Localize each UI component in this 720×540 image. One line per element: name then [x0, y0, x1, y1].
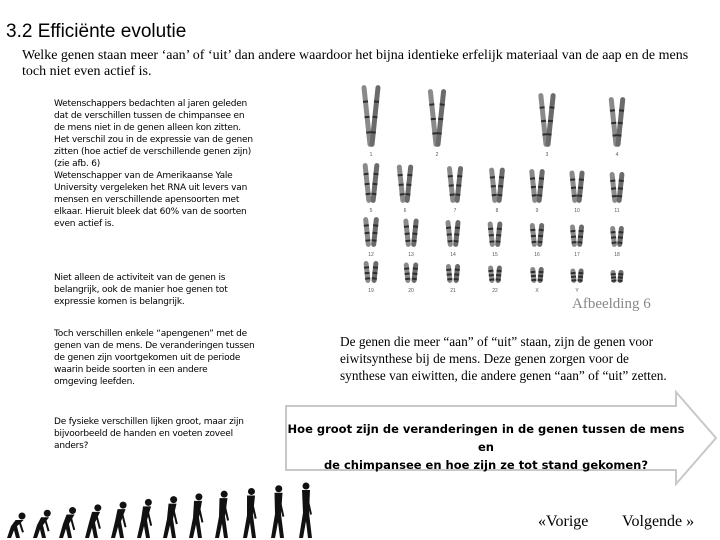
chromosome-number: 4: [615, 152, 619, 158]
chromosome-number: 3: [545, 152, 549, 158]
chromosome-pair: [489, 167, 505, 203]
figure-caption: Afbeelding 6: [572, 296, 651, 312]
chromosome-number: 9: [535, 208, 539, 214]
chromosome-number: 22: [492, 288, 498, 294]
chromosome-number: 18: [614, 252, 620, 258]
chromosome-pair: [363, 217, 379, 247]
figure-description-line: De genen die meer “aan” of “uit” staan, zijn de genen voor: [340, 334, 654, 349]
chromosome-pair: [361, 85, 380, 147]
question-text: [286, 420, 686, 474]
paragraph-line: de genen zijn voortgekomen uit de periode: [54, 353, 241, 363]
paragraph-expression: [54, 272, 282, 308]
hominid-silhouette: [33, 510, 51, 538]
chromosome-number: 10: [574, 208, 580, 214]
chromosome-number: 13: [408, 252, 414, 258]
evolution-silhouettes-image: [0, 478, 330, 540]
hominid-silhouette: [299, 483, 312, 539]
hominid-silhouette: [215, 491, 228, 538]
paragraph-line: zitten (hoe actief de verschillende genen zijn): [54, 147, 252, 157]
chromosome-pair: [488, 265, 502, 283]
paragraph-line: Wetenschapper van de Amerikaanse Yale: [54, 171, 233, 181]
hominid-silhouette: [111, 502, 127, 538]
hominid-silhouette: [59, 507, 76, 538]
paragraph-line: belangrijk, ook de manier hoe genen tot: [54, 285, 228, 295]
paragraph-line: Niet alleen de activiteit van de genen is: [54, 273, 226, 283]
chromosome-number: 14: [450, 252, 456, 258]
chromosome-number: 16: [534, 252, 540, 258]
chromosome-number: 20: [408, 288, 414, 294]
chromosome-pair: [610, 270, 623, 283]
chromosome-number: 7: [453, 208, 457, 214]
chromosome-pair: [428, 89, 447, 147]
paragraph-line: expressie komen is belangrijk.: [54, 297, 185, 307]
chromosome-pair: [609, 97, 626, 147]
hominid-silhouette: [243, 488, 256, 538]
chromosome-pair: [363, 261, 378, 283]
chromosome-pair: [570, 268, 584, 283]
paragraph-line: University vergeleken het RNA uit levers van: [54, 183, 248, 193]
question-line: Hoe groot zijn de veranderingen in de genen tussen de mens en: [287, 422, 685, 454]
figure-description-line: eiwitsynthese bij de mens. Deze genen zorgen voor de: [340, 351, 629, 366]
hominid-silhouette: [189, 493, 202, 538]
chromosome-pair: [487, 221, 502, 247]
hominid-silhouette: [271, 485, 284, 538]
chromosome-pair: [610, 226, 624, 247]
chromosome-number: 11: [614, 208, 620, 214]
paragraph-line: elkaar. Hieruit bleek dat 60% van de soorten: [54, 207, 247, 217]
paragraph-line: bijvoorbeeld de handen en voeten zoveel: [54, 429, 233, 439]
paragraph-line: genen van de mens. De veranderingen tussen: [54, 341, 255, 351]
paragraph-line: dat de verschillen tussen de chimpansee en: [54, 111, 245, 121]
figure-description: [340, 333, 700, 384]
paragraph-line: (zie afb. 6): [54, 159, 101, 169]
chromosome-pair: [609, 172, 624, 203]
hominid-silhouette: [7, 513, 26, 539]
chromosome-pair: [447, 166, 464, 203]
paragraph-line: de mens niet in de genen alleen kon zitten.: [54, 123, 241, 133]
chromosome-number: 8: [495, 208, 499, 214]
chromosome-number: 1: [369, 152, 373, 158]
page-title: 3.2 Efficiënte evolutie: [6, 21, 187, 42]
chromosome-number: 6: [403, 208, 407, 214]
paragraph-physical-differences: [54, 416, 282, 452]
paragraph-line: mensen en verschillende apensoorten met: [54, 195, 240, 205]
hominid-silhouette: [85, 504, 101, 538]
paragraph-line: Wetenschappers bedachten al jaren geleden: [54, 99, 248, 109]
previous-link[interactable]: «Vorige: [538, 513, 589, 530]
chromosome-number: 15: [492, 252, 498, 258]
chromosome-pair: [529, 169, 545, 203]
chromosome-number: 12: [368, 252, 374, 258]
chromosome-pair: [530, 223, 545, 247]
chromosome-number: 5: [369, 208, 373, 214]
paragraph-line: waarin beide soorten in een andere: [54, 365, 208, 375]
chromosome-pair: [570, 224, 585, 247]
paragraph-line: even actief is.: [54, 219, 115, 229]
chromosome-number: X: [535, 288, 539, 294]
hominid-silhouette: [163, 496, 177, 538]
chromosome-pair: [403, 218, 419, 247]
next-link[interactable]: Volgende »: [622, 513, 695, 530]
paragraph-line: anders?: [54, 441, 89, 451]
chromosome-pair: [362, 163, 379, 203]
chromosome-number: 17: [574, 252, 580, 258]
chromosome-number: 19: [368, 288, 374, 294]
page-subtitle: Welke genen staan meer ‘aan’ of ‘uit’ dan andere waardoor het bijna identieke erfelijk materiaal van de aap en de mens toch niet even actief is.: [22, 48, 689, 79]
chromosome-number: 2: [435, 152, 439, 158]
chromosome-pair: [569, 170, 585, 203]
chromosome-number: Y: [575, 288, 579, 294]
chromosome-number: 21: [450, 288, 456, 294]
paragraph-line: Toch verschillen enkele “apengenen” met de: [54, 329, 247, 339]
chromosome-pair: [538, 93, 556, 147]
chromosome-pair: [446, 264, 461, 283]
chromosome-pair: [530, 267, 544, 283]
paragraph-ape-genes: [54, 328, 282, 388]
figure-description-line: synthese van eiwitten, die andere genen “aan” of “uit” zetten.: [340, 368, 667, 383]
paragraph-line: Het verschil zou in de expressie van de genen: [54, 135, 253, 145]
chromosome-pair: [397, 164, 414, 203]
paragraph-research: [54, 98, 282, 230]
chromosome-pair: [445, 220, 460, 247]
hominid-silhouette: [137, 499, 152, 538]
chromosome-pair: [404, 262, 419, 283]
karyotype-image: [355, 85, 640, 305]
paragraph-line: omgeving leefden.: [54, 377, 135, 387]
question-line: de chimpansee en hoe zijn ze tot stand gekomen?: [323, 458, 649, 472]
paragraph-line: De fysieke verschillen lijken groot, maar zijn: [54, 417, 244, 427]
